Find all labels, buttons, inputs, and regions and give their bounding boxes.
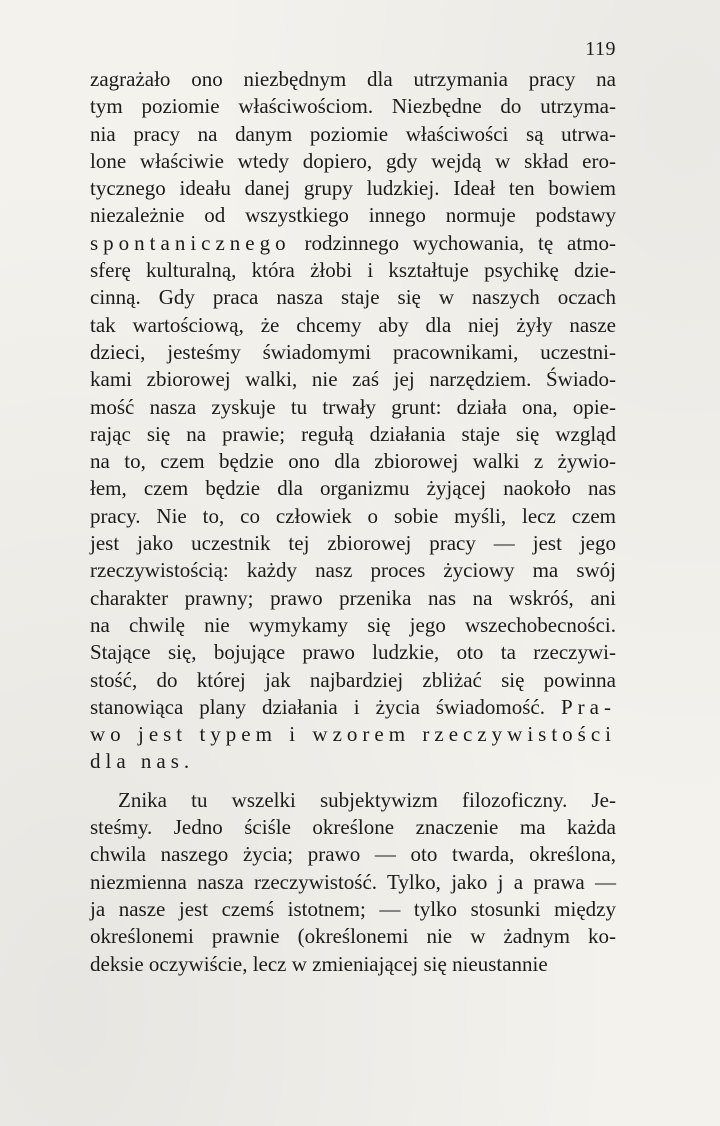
- text-line: niezależnie od wszystkiego innego normuje podstawy: [90, 203, 616, 228]
- text-line: zagrażało ono niezbędnym dla utrzymania pracy na: [90, 67, 616, 91]
- text-line: jest jako uczestnik tej zbiorowej pracy — jest jego: [90, 531, 616, 556]
- text-line: [90, 694, 616, 721]
- text-line: chwila naszego życia; prawo — oto twarda, określona,: [90, 842, 616, 867]
- text-line: łem, czem będzie dla organizmu żyjącej naokoło nas: [90, 476, 616, 501]
- text-line: sferę kulturalną, która żłobi i kształtuje psychikę dzie-: [90, 258, 616, 283]
- text-segment: .: [183, 749, 190, 774]
- text-line: [90, 721, 616, 748]
- text-line: dzieci, jesteśmy świadomymi pracownikami, uczestni-: [90, 339, 616, 364]
- text-line: określonemi prawnie (określonemi nie w żadnym ko-: [90, 924, 616, 949]
- text-line: stość, do której jak najbardziej zbliżać się powinna: [90, 667, 616, 692]
- text-line: niezmienna nasza rzeczywistość. Tylko, jako j a prawa —: [90, 869, 616, 894]
- text-line: tak wartościową, że chcemy aby dla niej żyły nasze: [90, 312, 616, 337]
- text-line: Stające się, bojujące prawo ludzkie, oto ta rzeczywi-: [90, 640, 616, 665]
- text-line: kami zbiorowej walki, nie zaś jej narzędziem. Świado-: [90, 367, 616, 392]
- text-line: [90, 230, 616, 257]
- text-line: steśmy. Jedno ściśle określone znaczenie ma każda: [90, 815, 616, 840]
- text-line: na to, czem będzie ono dla zbiorowej walki z żywio-: [90, 449, 616, 474]
- text-line: na chwilę nie wymykamy się jego wszechobecności.: [90, 612, 616, 637]
- text-line: lone właściwie wtedy dopiero, gdy wejdą w skład ero-: [90, 148, 616, 173]
- text-line: [90, 748, 616, 775]
- paragraph-gap: [90, 776, 616, 787]
- text-segment: rodzinnego wychowania, tę atmo-: [290, 230, 616, 255]
- spaced-emphasis: Pra-: [561, 694, 616, 719]
- text-line: cinną. Gdy praca nasza staje się w naszych oczach: [90, 285, 616, 310]
- text-line: tym poziomie właściwościom. Niezbędne do utrzyma-: [90, 94, 616, 119]
- text-line: mość nasza zyskuje tu trwały grunt: działa ona, opie-: [90, 394, 616, 419]
- page-number: 119: [585, 38, 616, 60]
- text-line: pracy. Nie to, co człowiek o sobie myśli, lecz czem: [90, 503, 616, 528]
- text-line: tycznego ideału danej grupy ludzkiej. Ideał ten bowiem: [90, 176, 616, 201]
- text-line: ja nasze jest czemś istotnem; — tylko stosunki między: [90, 896, 616, 921]
- text-line: rzeczywistością: każdy nasz proces życiowy ma swój: [90, 558, 616, 583]
- text-line: charakter prawny; prawo przenika nas na wskróś, ani: [90, 585, 616, 610]
- body-text: [90, 66, 616, 978]
- text-line: Znika tu wszelki subjektywizm filozoficzny. Je-: [118, 787, 616, 812]
- text-segment: stanowiąca plany działania i życia świadomość.: [90, 694, 561, 719]
- spaced-emphasis: wo jest typem i wzorem rzeczywistości: [90, 722, 616, 747]
- text-line: nia pracy na danym poziomie właściwości są utrwa-: [90, 121, 616, 146]
- paragraph-1: [90, 66, 616, 776]
- paragraph-2: [90, 787, 616, 978]
- spaced-emphasis: spontanicznego: [90, 230, 291, 255]
- text-line: rając się na prawie; regułą działania staje się wzgląd: [90, 421, 616, 446]
- spaced-emphasis: dla nas: [90, 749, 184, 774]
- text-line: deksie oczywiście, lecz w zmieniającej się nieustannie: [90, 951, 548, 976]
